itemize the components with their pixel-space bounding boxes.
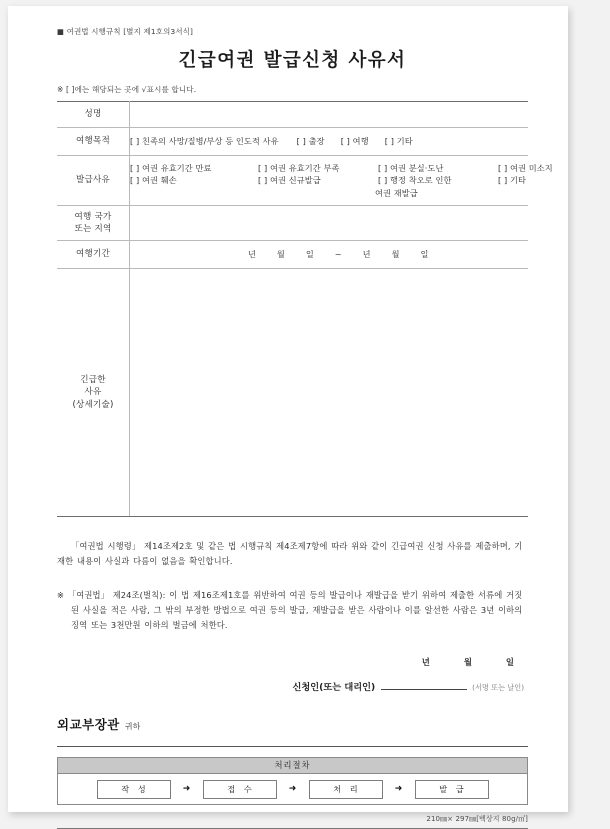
reason-option-insufficient-validity[interactable]: [ ] 여권 유효기간 부족: [258, 163, 340, 174]
addressee-suffix: 귀하: [124, 722, 141, 732]
purpose-options-cell[interactable]: [130, 128, 529, 156]
applicant-signature-line: [57, 679, 528, 693]
arrow-right-icon-3: ➜: [394, 784, 403, 795]
country-input-cell[interactable]: [130, 206, 529, 241]
applicant-label: 신청인(또는 대리인): [292, 682, 376, 694]
row-label-country-line1: 여행 국가: [74, 211, 112, 222]
signature-year[interactable]: 년: [421, 657, 430, 668]
reason-option-damaged[interactable]: [ ] 여권 훼손: [130, 175, 177, 186]
reason-option-admin-error[interactable]: [ ] 행정 착오로 인한: [378, 175, 452, 186]
declaration-statement: 「여권법 시행령」 제14조제2호 및 같은 법 시행규칙 제4조제7항에 따라 위와 같이 긴급여권 신청 사유를 제출하며, 기재한 내용이 사실과 다름이 없음을 확인합니다.: [57, 541, 523, 566]
period-range-dash: ~: [334, 249, 345, 259]
purpose-option-business[interactable]: [ ] 출장: [296, 136, 325, 146]
row-label-urgent-line2: 사유: [84, 387, 102, 398]
penalty-mark-icon: ※: [57, 590, 65, 601]
signature-day[interactable]: 일: [505, 657, 514, 668]
application-form-table: [57, 101, 553, 517]
row-label-country: [57, 206, 130, 241]
arrow-right-icon-1: ➜: [182, 784, 191, 795]
purpose-option-travel[interactable]: [ ] 여행: [340, 136, 369, 146]
document-page: [8, 6, 568, 824]
table-row-country: [57, 206, 528, 241]
period-start-day: 일: [305, 249, 317, 259]
reason-option-lost-stolen[interactable]: [ ] 여권 분실·도난: [378, 163, 444, 174]
addressee-line: [57, 715, 528, 733]
table-row-purpose: [57, 128, 528, 156]
seal-note: (서명 또는 날인): [472, 683, 524, 693]
period-end-day: 일: [420, 249, 432, 259]
period-tokens: [130, 249, 528, 260]
reason-option-admin-error-continuation: 여권 재발급: [375, 187, 418, 198]
process-step-draft: 작 성: [97, 780, 171, 799]
process-section-header: 처리절차: [57, 757, 528, 773]
penalty-statement: [57, 588, 528, 632]
reason-option-new-issue[interactable]: [ ] 여권 신규발급: [258, 175, 321, 186]
period-start-month: 월: [276, 249, 288, 259]
urgent-reason-textarea[interactable]: [130, 269, 529, 517]
reason-option-not-carried[interactable]: [ ] 여권 미소지: [498, 163, 553, 174]
paper-spec-footer: 210㎜× 297㎜[백상지 80g/㎡]: [57, 814, 528, 829]
process-steps-row: [57, 773, 528, 805]
table-row-issue-reason: [57, 156, 528, 206]
row-label-issue-reason: 발급사유: [57, 156, 130, 206]
period-end-month: 월: [391, 249, 403, 259]
process-step-receipt: 접 수: [203, 780, 277, 799]
name-input-cell[interactable]: [130, 102, 529, 128]
penalty-statement-text: 「여권법」 제24조(벌칙): 이 법 제16조제1호를 위반하여 여권 등의 발급이나 재발급을 받기 위하여 제출한 서류에 거짓된 사실을 적은 사람, 그 밖의 부정한 방법으로 여권 등의 발급, 재발급을 받은 사람이나 이를 알선한 사람은 3년 이하의 징역 또는 3천만원 이하의 벌금에 처한다.: [67, 590, 523, 630]
reason-option-expired[interactable]: [ ] 여권 유효기간 만료: [130, 163, 212, 174]
document-body: [57, 26, 553, 829]
table-row-name: [57, 102, 528, 128]
process-step-issuance: 발 급: [415, 780, 489, 799]
signature-input[interactable]: [381, 679, 467, 690]
section-divider: [57, 746, 528, 747]
issue-reason-row-1: [130, 162, 553, 174]
row-label-urgent-line3: (상세기술): [72, 399, 114, 410]
row-label-country-line2: 또는 지역: [74, 224, 112, 234]
row-label-period: 여행기간: [57, 241, 130, 269]
issue-reason-row-2: [130, 174, 528, 186]
form-reference: ■ 여권법 시행규칙 [별지 제1호의3서식]: [57, 27, 194, 36]
period-input-cell[interactable]: [130, 241, 529, 269]
row-label-name: 성명: [57, 102, 130, 128]
reason-option-other[interactable]: [ ] 기타: [498, 175, 527, 186]
page-title: 긴급여권 발급신청 사유서: [178, 50, 407, 71]
purpose-option-other[interactable]: [ ] 기타: [384, 136, 413, 146]
row-label-purpose: 여행목적: [57, 128, 130, 156]
addressee-name: 외교부장관: [57, 717, 120, 733]
row-label-urgent-line1: 긴급한: [80, 374, 106, 385]
period-start-year: 년: [248, 249, 259, 259]
purpose-option-humanitarian[interactable]: [ ] 친족의 사망/질병/부상 등 인도적 사유: [130, 136, 279, 146]
check-instruction-note: ※ [ ]에는 해당되는 곳에 √표시를 합니다.: [57, 85, 197, 94]
signature-date-line: [57, 656, 528, 668]
table-row-period: [57, 241, 528, 269]
row-label-urgent-reason: [57, 269, 130, 517]
signature-month[interactable]: 월: [463, 657, 472, 668]
table-row-urgent-reason: [57, 269, 528, 517]
period-end-year: 년: [362, 249, 374, 259]
process-step-processing: 처 리: [309, 780, 383, 799]
arrow-right-icon-2: ➜: [288, 784, 297, 795]
issue-reason-options-cell[interactable]: [130, 156, 553, 206]
